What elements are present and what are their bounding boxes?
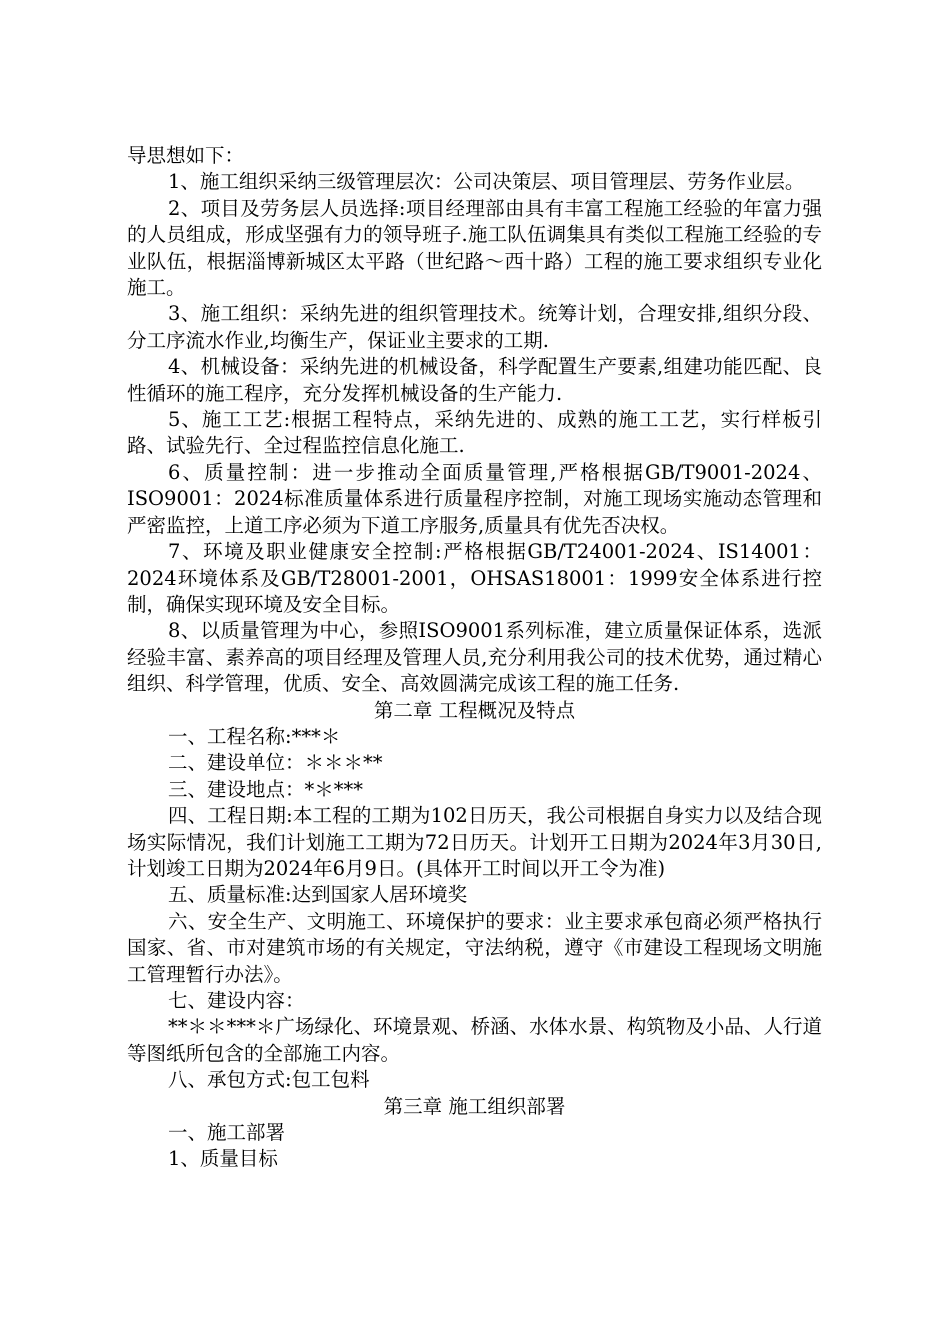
paragraph-contract-method: 八、承包方式:包工包料 xyxy=(168,1068,370,1092)
paragraph-client: 二、建设单位：＊＊＊** xyxy=(168,751,383,775)
paragraph-construction-content-label: 七、建设内容： xyxy=(168,989,305,1012)
paragraph-project-name: 一、工程名称:***＊ xyxy=(168,724,341,748)
paragraph-intro: 导思想如下： xyxy=(127,144,245,167)
paragraph-schedule: 四、工程日期:本工程的工期为102日历天，我公司根据自身实力以及结合现场实际情况，我们计划施工工期为72日历天。计划开工日期为2024年3月30日,计划竣工日期为2024年6月9日。(具体开工时间以开工令为准) xyxy=(127,804,822,880)
paragraph-item-3: 3、施工组织：采纳先进的组织管理技术。统筹计划，合理安排,组织分段、分工序流水作业,均衡生产，保证业主要求的工期. xyxy=(127,302,822,352)
paragraph-item-1: 1、施工组织采纳三级管理层次：公司决策层、项目管理层、劳务作业层。 xyxy=(168,170,805,194)
chapter-heading-3: 第三章 施工组织部署 xyxy=(383,1094,566,1118)
paragraph-location: 三、建设地点：*＊*** xyxy=(168,777,364,801)
document-page xyxy=(127,143,822,1173)
paragraph-safety-requirements: 六、安全生产、文明施工、环境保护的要求：业主要求承包商必须严格执行国家、省、市对建筑市场的有关规定，守法纳税，遵守《市建设工程现场文明施工管理暂行办法》。 xyxy=(127,909,822,986)
paragraph-item-4: 4、机械设备：采纳先进的机械设备，科学配置生产要素,组建功能匹配、良性循环的施工程序，充分发挥机械设备的生产能力. xyxy=(127,355,822,405)
paragraph-item-2: 2、项目及劳务层人员选择:项目经理部由具有丰富工程施工经验的年富力强的人员组成，形成坚强有力的领导班子.施工队伍调集具有类似工程施工经验的专业队伍，根据淄博新城区太平路（世纪路～西十路）工程的施工要求组织专业化施工。 xyxy=(127,196,822,300)
paragraph-quality-target: 1、质量目标 xyxy=(168,1147,278,1171)
paragraph-item-7: 7、环境及职业健康安全控制:严格根据GB/T24001-2024、IS14001：2024环境体系及GB/T28001-2001，OHSAS18001：1999安全体系进行控制，确保实现环境及安全目标。 xyxy=(127,540,822,616)
paragraph-deployment: 一、施工部署 xyxy=(168,1121,286,1145)
paragraph-item-5: 5、施工工艺:根据工程特点，采纳先进的、成熟的施工工艺，实行样板引路、试验先行、全过程监控信息化施工. xyxy=(127,408,822,458)
chapter-heading-2: 第二章 工程概况及特点 xyxy=(373,698,576,722)
paragraph-construction-content: **＊＊***＊广场绿化、环境景观、桥涵、水体水景、构筑物及小品、人行道等图纸所包含的全部施工内容。 xyxy=(127,1015,822,1065)
paragraph-item-6: 6、质量控制：进一步推动全面质量管理,严格根据GB/T9001-2024、ISO9001：2024标准质量体系进行质量程序控制，对施工现场实施动态管理和严密监控，上道工序必须为下道工序服务,质量具有优先否决权。 xyxy=(127,460,822,537)
paragraph-item-8: 8、以质量管理为中心，参照ISO9001系列标准，建立质量保证体系，选派经验丰富、素养高的项目经理及管理人员,充分利用我公司的技术优势，通过精心组织、科学管理，优质、安全、高效圆满完成该工程的施工任务. xyxy=(127,619,822,696)
paragraph-quality-standard: 五、质量标准:达到国家人居环境奖 xyxy=(168,883,468,907)
